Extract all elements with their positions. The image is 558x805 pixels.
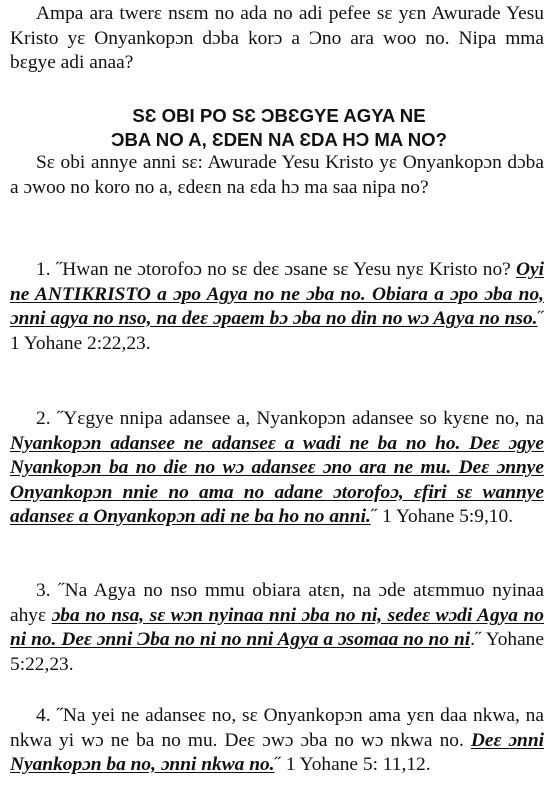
item-plain-text: Na Agya no nso mmu obiara atɛn, na ɔde atɛmmuo nyinaa ahyɛ: [10, 580, 544, 626]
scripture-item-2: [10, 407, 544, 530]
scripture-item-1: [10, 258, 544, 356]
item-number: 3.: [36, 580, 51, 601]
open-quote: ˝: [55, 259, 63, 280]
heading-line-1: SƐ OBI PO SƐ ƆBƐGYE AGYA NE: [132, 105, 426, 126]
item-number: 1.: [36, 259, 51, 280]
item-plain-text: Yɛgye nnipa adansee a, Nyankopɔn adansee so kyɛne no, na: [63, 408, 544, 429]
scripture-item-4: [10, 704, 544, 778]
item-emphasized-text: ɔba no nsa, sɛ wɔn nyinaa nni ɔba no ni, sedeɛ wɔdi Agya no ni no. Deɛ ɔnni Ɔba no ni no nni Agya a ɔsomaa no no ni: [10, 604, 544, 650]
close-quote: ˝: [370, 506, 378, 527]
close-quote: ˝: [274, 754, 281, 775]
item-reference: Yohane 5:22,23.: [10, 629, 544, 675]
intro-paragraph: Ampa ara twerɛ nsɛm no ada no adi pefee sɛ yɛn Awurade Yesu Kristo yɛ Onyankopɔn dɔba korɔ a Ɔno ara woo no. Nipa mma bɛgye adi anaa?: [10, 3, 544, 73]
item-plain-text: Na yei ne adanseɛ no, sɛ Onyankopɔn ama yɛn daa nkwa, na nkwa yi wɔ ne ba no mu. Deɛ ɔwɔ ɔba no wɔ nkwa no.: [10, 705, 544, 751]
close-quote: .˝: [470, 629, 482, 650]
item-reference: 1 Yohane 2:22,23.: [10, 332, 151, 354]
section-heading: [0, 104, 558, 152]
item-number: 4.: [36, 705, 51, 726]
close-quote: ˝: [537, 308, 544, 329]
item-reference: 1 Yohane 5:9,10.: [377, 506, 514, 527]
item-emphasized-text: Nyankopɔn adansee ne adanseɛ a wadi ne ba no ho. Deɛ ɔgye Nyankopɔn ba no die no wɔ adanseɛ ɔno ara ne mu. Deɛ ɔnnye Onyankopɔn nnie no ama no adane ɔtorofoɔ, ɛfiri sɛ wannye adanseɛ a Onyankopɔn adi ne ba ho no anni.: [10, 432, 544, 527]
scripture-item-3: [10, 579, 544, 677]
item-emphasized-text: Deɛ ɔnni Nyankopɔn ba no, ɔnni nkwa no.: [10, 729, 544, 775]
heading-line-2: ƆBA NO A, ƐDEN NA ƐDA HƆ MA NO?: [111, 129, 447, 150]
open-quote: ˝: [58, 580, 65, 601]
item-number: 2.: [36, 408, 51, 429]
lead-paragraph: Sɛ obi annye anni sɛ: Awurade Yesu Kristo yɛ Onyankopɔn dɔba a ɔwoo no koro no a, ɛdeɛn na ɛda hɔ ma saa nipa no?: [10, 152, 544, 198]
open-quote: ˝: [56, 705, 63, 726]
item-emphasized-text: Oyi ne ANTIKRISTO a ɔpo Agya no ne ɔba no. Obiara a ɔpo ɔba no, ɔnni agya no nso, na deɛ ɔpaem bɔ ɔba no din no wɔ Agya no nso.: [10, 259, 544, 329]
item-plain-text: Hwan ne ɔtorofoɔ no sɛ deɛ ɔsane sɛ Yesu nyɛ Kristo no?: [62, 259, 516, 280]
open-quote: ˝: [56, 408, 64, 429]
item-reference: 1 Yohane 5: 11,12.: [281, 754, 431, 775]
